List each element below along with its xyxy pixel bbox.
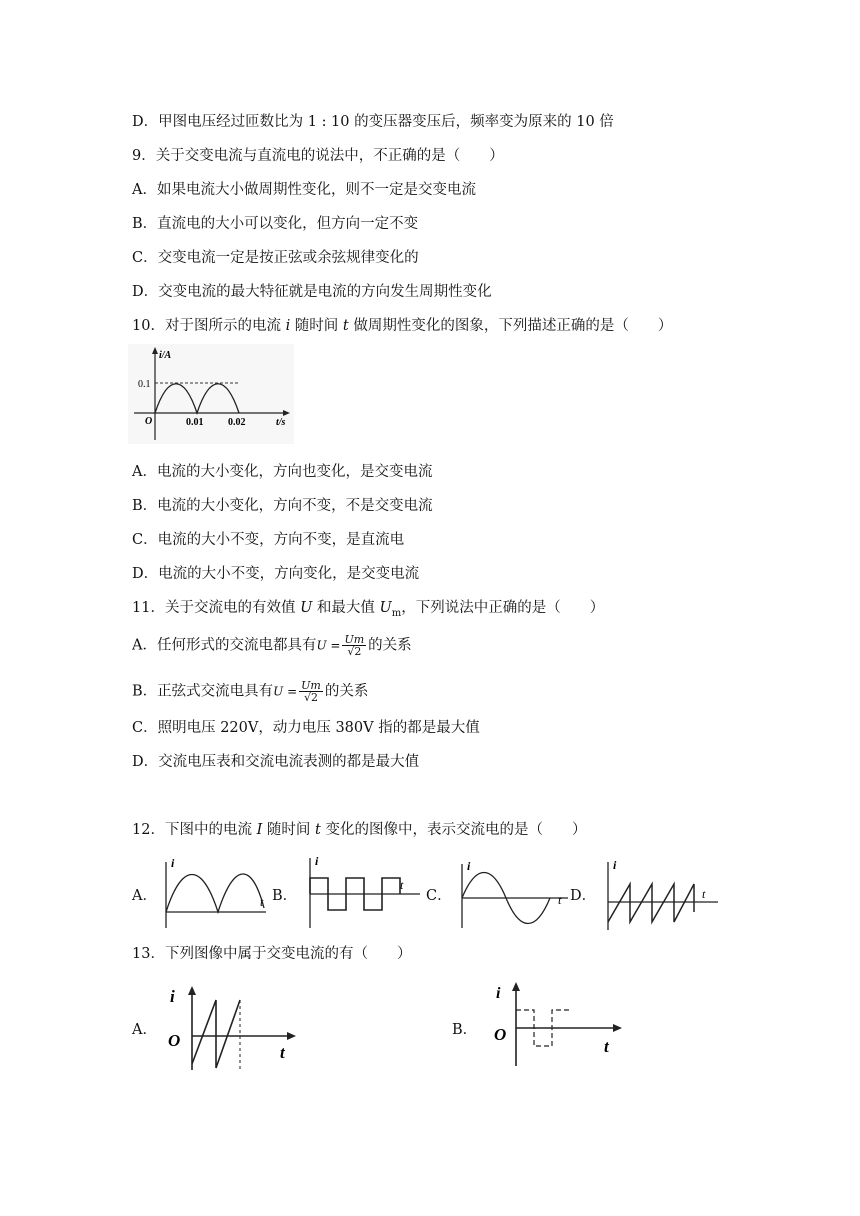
svg-text:t: t [400,878,404,892]
svg-text:i: i [171,856,175,870]
q13-label-b: B． [452,1022,478,1038]
q12-graph-c [452,858,572,930]
svg-text:t: t [604,1037,609,1056]
svg-text:i: i [467,859,471,873]
q13-graph-a [162,984,302,1074]
svg-text:t: t [702,887,706,901]
q11-option-d: D．交流电压表和交流电流表测的都是最大值 [132,754,420,770]
svg-text:i: i [613,858,617,872]
q12-label-b: B． [272,888,298,904]
q11-option-b: B．正弦式交流电具有U = $\frac{Um}{√2}$ 的关系 [132,679,369,704]
q12-graph-a [156,856,272,932]
svg-text:t: t [280,1043,285,1062]
q9-option-b: B．直流电的大小可以变化，但方向一定不变 [132,216,419,232]
q9-stem: 9．关于交变电流与直流电的说法中，不正确的是（ ） [132,148,504,164]
q10-origin: O [145,416,153,427]
q12-graph-d [596,856,722,932]
q10-graph [128,344,294,444]
q10-option-a: A．电流的大小变化，方向也变化，是交变电流 [132,464,433,480]
svg-text:t: t [260,895,264,909]
q13-stem: 13．下列图像中属于交变电流的有（ ） [132,946,412,962]
q10-y-axis-label: i/A [159,350,172,361]
svg-text:i: i [170,987,175,1006]
q10-option-b: B．电流的大小变化，方向不变，不是交变电流 [132,498,433,514]
q12-label-d: D． [570,888,597,904]
svg-text:t: t [558,893,562,907]
q12-label-c: C． [426,888,452,904]
q11-option-a: A．任何形式的交流电都具有U = $\frac{Um}{√2}$ 的关系 [132,633,412,658]
q11-option-c: C．照明电压 220V，动力电压 380V 指的都是最大值 [132,720,480,736]
q13-graph-b [488,980,628,1070]
svg-text:i: i [496,985,501,1002]
q10-y-tick: 0.1 [138,379,151,390]
q11-stem: 11．关于交流电的有效值 U 和最大值 $U_m$，下列说法中正确的是（ ） [132,600,605,619]
q10-x-tick-1: 0.01 [186,417,204,428]
svg-text:O: O [168,1031,181,1050]
q12-label-a: A． [132,888,157,904]
q9-option-c: C．交变电流一定是按正弦或余弦规律变化的 [132,250,419,266]
q9-option-a: A．如果电流大小做周期性变化，则不一定是交变电流 [132,182,476,198]
q8-option-d: D．甲图电压经过匝数比为 1 : 10 的变压器变压后，频率变为原来的 10 倍 [132,114,614,130]
q10-option-d: D．电流的大小不变，方向变化，是交变电流 [132,566,420,582]
q10-stem: 10．对于图所示的电流 i 随时间 t 做周期性变化的图象，下列描述正确的是（ ） [132,318,673,334]
q10-option-c: C．电流的大小不变，方向不变，是直流电 [132,532,405,548]
svg-text:O: O [494,1025,507,1044]
q12-graph-b [296,852,424,930]
q12-stem: 12．下图中的电流 I 随时间 t 变化的图像中，表示交流电的是（ ） [132,822,587,838]
q13-label-a: A． [132,1022,157,1038]
q10-x-tick-2: 0.02 [228,417,246,428]
q9-option-d: D．交变电流的最大特征就是电流的方向发生周期性变化 [132,284,492,300]
svg-text:i: i [315,854,319,868]
q10-x-axis-label: t/s [276,417,286,428]
